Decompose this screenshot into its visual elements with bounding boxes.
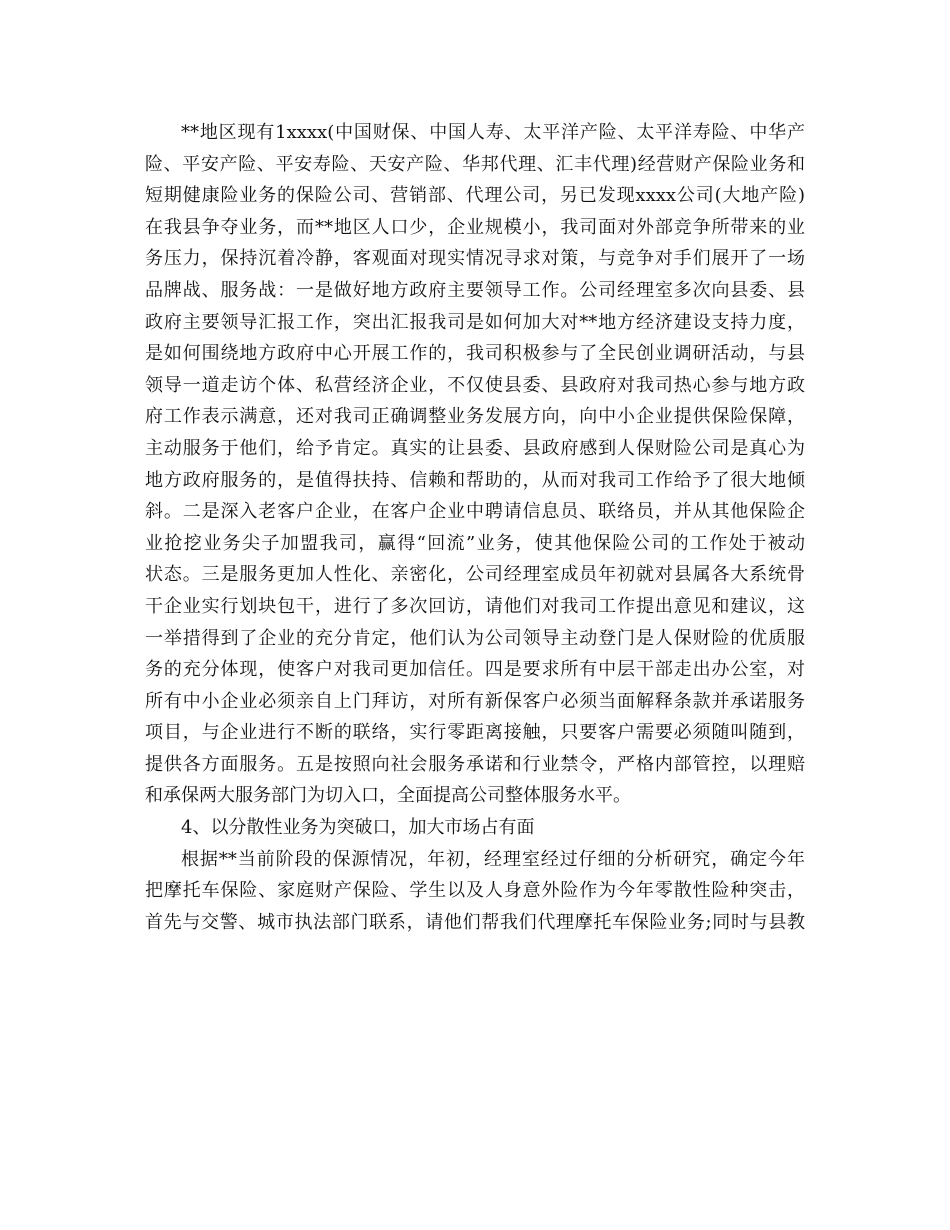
text-line: 所有中小企业必须亲自上门拜访，对所有新保客户必须当面解释条款并承诺服务	[145, 690, 805, 712]
section-heading: 4、以分散性业务为突破口，加大市场占有面	[181, 817, 535, 839]
document-body	[145, 117, 805, 938]
text-line: 领导一道走访个体、私营经济企业，不仅使县委、县政府对我司热心参与地方政	[145, 374, 805, 396]
paragraph-2	[145, 844, 805, 939]
text-line: 务压力，保持沉着冷静，客观面对现实情况寻求对策，与竞争对手们展开了一场	[145, 248, 805, 270]
text-line: 务的充分体现，使客户对我司更加信任。四是要求所有中层干部走出办公室，对	[145, 659, 805, 681]
text-line: 主动服务于他们，给予肯定。真实的让县委、县政府感到人保财险公司是真心为	[145, 437, 805, 459]
paragraph-1	[145, 117, 805, 812]
text-line: 提供各方面服务。五是按照向社会服务承诺和行业禁令，严格内部管控，以理赔	[145, 753, 805, 775]
text-line: 根据**当前阶段的保源情况，年初，经理室经过仔细的分析研究，确定今年	[181, 848, 805, 870]
text-line: 首先与交警、城市执法部门联系，请他们帮我们代理摩托车保险业务;同时与县教	[145, 911, 805, 933]
text-line: 地方政府服务的，是值得扶持、信赖和帮助的，从而对我司工作给予了很大地倾	[145, 469, 805, 491]
text-line: 和承保两大服务部门为切入口，全面提高公司整体服务水平。	[145, 785, 631, 807]
text-line: 斜。二是深入老客户企业，在客户企业中聘请信息员、联络员，并从其他保险企	[145, 501, 805, 523]
text-line: 一举措得到了企业的充分肯定，他们认为公司领导主动登门是人保财险的优质服	[145, 627, 805, 649]
text-line: 在我县争夺业务，而**地区人口少，企业规模小，我司面对外部竞争所带来的业	[145, 216, 805, 238]
text-line: 把摩托车保险、家庭财产保险、学生以及人身意外险作为今年零散性险种突击，	[145, 880, 805, 902]
text-line: 险、平安产险、平安寿险、天安产险、华邦代理、汇丰代理)经营财产保险业务和	[145, 153, 805, 175]
text-line: 项目，与企业进行不断的联络，实行零距离接触，只要客户需要必须随叫随到，	[145, 722, 805, 744]
text-line: 府工作表示满意，还对我司正确调整业务发展方向，向中小企业提供保险保障，	[145, 406, 805, 428]
text-line: 干企业实行划块包干，进行了多次回访，请他们对我司工作提出意见和建议，这	[145, 595, 805, 617]
text-line: 状态。三是服务更加人性化、亲密化，公司经理室成员年初就对县属各大系统骨	[145, 564, 805, 586]
text-line: 业抢挖业务尖子加盟我司，赢得“回流”业务，使其他保险公司的工作处于被动	[145, 532, 805, 554]
text-line: 是如何围绕地方政府中心开展工作的，我司积极参与了全民创业调研活动，与县	[145, 343, 805, 365]
text-line: 政府主要领导汇报工作，突出汇报我司是如何加大对**地方经济建设支持力度，	[145, 311, 805, 333]
text-line: 品牌战、服务战：一是做好地方政府主要领导工作。公司经理室多次向县委、县	[145, 279, 805, 301]
text-line: **地区现有1xxxx(中国财保、中国人寿、太平洋产险、太平洋寿险、中华产	[181, 122, 805, 143]
text-line: 短期健康险业务的保险公司、营销部、代理公司，另已发现xxxx公司(大地产险)	[145, 185, 805, 207]
